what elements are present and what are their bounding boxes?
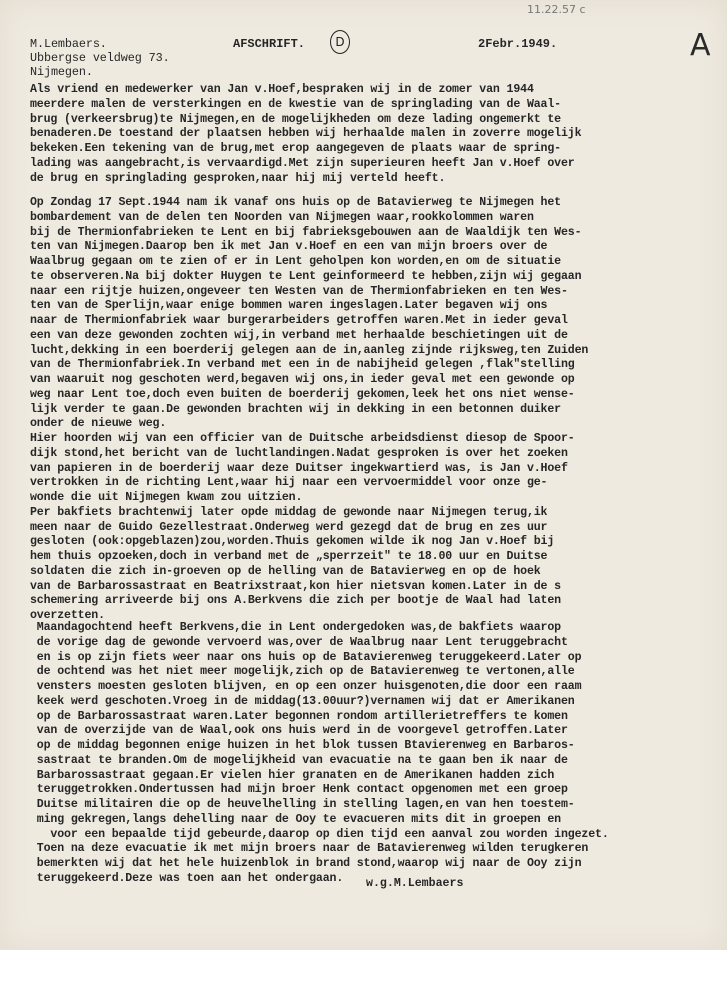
text-line: Maandagochtend heeft Berkvens,die in Lent ondergedoken was,de bakfiets waarop <box>30 621 561 634</box>
text-line: op de middag begonnen enige huizen in het blok tussen Btavierenweg en Barbaros- <box>30 739 575 752</box>
text-line: van waaruit nog geschoten werd,begaven wij ons,in ieder geval met een gewonde op <box>30 373 575 386</box>
text-line: lading was aangebracht,is vervaardigd.Met zijn superieuren heeft Jan v.Hoef over <box>30 156 575 170</box>
text-line: en is op zijn fiets weer naar ons huis op de Batavierenweg teruggekeerd.Later op <box>30 650 582 664</box>
text-line: Per bakfiets brachtenwij later opde middag de gewonde naar Nijmegen terug,ik <box>30 505 548 519</box>
text-line: vensters moesten gesloten blijven, en op een onzer huisgenoten,die door een raam <box>30 680 582 693</box>
text-line: de brug en springlading gesproken,naar hij mij verteld heeft. <box>30 171 446 185</box>
text-line: weg naar Lent toe,doch even buiten de boerderij gekomen,leek het ons niet wense- <box>30 387 575 401</box>
signature-line: w.g.M.Lembaers <box>366 877 464 890</box>
text-line: meerdere malen de versterkingen en de kwestie van de springlading van de Waal- <box>30 97 561 111</box>
text-line: benaderen.De toestand der plaatsen hebben wij herhaalde malen in zoverre mogelijk <box>30 127 582 141</box>
text-line: schemering arriveerde bij ons A.Berkvens die zich per bootje de Waal had laten <box>30 594 561 608</box>
text-line: van de Thermionfabriek.In verband met een in de nabijheid gelegen ,flak"stelling <box>30 358 575 372</box>
text-line: dijk stond,het bericht van de luchtlandingen.Nadat gesproken is over het zoeken <box>30 446 568 460</box>
document-title: AFSCHRIFT. <box>233 37 306 51</box>
text-line: lucht,dekking in een boerderij gelegen aan de in,aanleg zijnde rijksweg,ten Zuiden <box>30 343 589 357</box>
corner-letter-mark: A <box>690 28 711 63</box>
circled-letter-mark: D <box>330 30 350 54</box>
text-line: naar de Thermionfabriek waar burgerarbeiders getroffen waren.Met in ieder geval <box>30 314 568 327</box>
scan-margin <box>0 950 727 1000</box>
text-line: van papieren in de boerderij waar deze Duitser ingekwartierd was, is Jan v.Hoef <box>30 461 568 475</box>
text-line: hem thuis opzoeken,doch in verband met de „sperrzeit" te 18.00 uur en Duitse <box>30 550 548 563</box>
pencil-reference-note: 11.22.57 c <box>527 3 586 16</box>
text-line: Duitse militairen die op de heuvelhelling in stelling lagen,en van hen toestem- <box>30 798 575 811</box>
text-line: Op Zondag 17 Sept.1944 nam ik vanaf ons huis op de Batavierweg te Nijmegen het <box>30 196 561 209</box>
text-line: keek werd geschoten.Vroeg in de middag(13.00uur?)vernamen wij dat er Amerikanen <box>30 694 575 708</box>
paragraph-3 <box>30 621 720 887</box>
text-line: de vorige dag de gewonde vervoerd was,over de Waalbrug naar Lent teruggebracht <box>30 635 568 649</box>
text-line: Barbarossastraat gegaan.Er vielen hier granaten en de Amerikanen hadden zich <box>30 768 555 782</box>
text-line: wonde die uit Nijmegen kwam zou uitzien. <box>30 491 303 504</box>
text-line: brug (verkeersbrug)te Nijmegen,en de mogelijkheden om deze lading ongemerkt te <box>30 112 561 126</box>
text-line: ming gekregen,langs dehelling naar de Ooy te evacueren mits dit in groepen en <box>30 812 561 826</box>
text-line: bombardement van de delen ten Noorden van Nijmegen waar,rookkolommen waren <box>30 210 534 224</box>
paragraph-1 <box>30 83 720 186</box>
sender-name: M.Lembaers. <box>30 37 107 51</box>
text-line: meen naar de Guido Gezellestraat.Onderweg werd gezegd dat de brug en zes uur <box>30 520 548 534</box>
text-line: ten van de Sperlijn,waar enige bommen waren ingeslagen.Later begaven wij ons <box>30 299 548 313</box>
text-line: vertrokken in de richting Lent,waar hij naar een vervoermiddel voor onze ge- <box>30 476 548 490</box>
text-line: Toen na deze evacuatie ik met mijn broers naar de Batavierenweg wilden terugkeren <box>30 842 589 856</box>
text-line: Als vriend en medewerker van Jan v.Hoef,bespraken wij in de zomer van 1944 <box>30 83 534 96</box>
text-line: teruggekeerd.Deze was toen aan het ondergaan. <box>30 871 344 885</box>
text-line: lijk verder te gaan.De gewonden brachten wij in dekking in een betonnen duiker <box>30 402 561 416</box>
text-line: overzetten. <box>30 609 105 622</box>
text-line: naar een rijtje huizen,ongeveer ten Westen van de Thermionfabrieken en ten Wes- <box>30 284 568 298</box>
paragraph-2 <box>30 196 720 624</box>
text-line: van de overzijde van de Waal,ook ons huis werd in de voorgevel getroffen.Later <box>30 724 568 738</box>
text-line: bemerkten wij dat het hele huizenblok in brand stond,waarop wij naar de Ooy zijn <box>30 857 582 870</box>
document-date: 2Febr.1949. <box>478 37 558 51</box>
text-line: een van deze gewonden zochten wij,in verband met herhaalde beschietingen uit de <box>30 328 568 342</box>
sender-street: Ubbergse veldweg 73. <box>30 51 170 65</box>
text-line: teruggetrokken.Ondertussen had mijn broer Henk contact opgenomen met een groep <box>30 783 568 797</box>
text-line: bij de Thermionfabrieken te Lent en bij fabrieksgebouwen aan de Waaldijk ten Wes- <box>30 225 582 239</box>
text-line: bekeken.Een tekening van de brug,met erop aangegeven de plaats waar de spring- <box>30 142 561 155</box>
text-line: voor een bepaalde tijd gebeurde,daarop op dien tijd een aanval zou worden ingezet. <box>30 827 609 841</box>
text-line: Hier hoorden wij van een officier van de Duitsche arbeidsdienst diesop de Spoor- <box>30 432 575 445</box>
text-line: van de Barbarossastraat en Beatrixstraat,kon hier nietsvan komen.Later in de s <box>30 579 561 593</box>
text-line: gesloten (ook:opgeblazen)zou,worden.Thuis gekomen wilde ik nog Jan v.Hoef bij <box>30 535 555 549</box>
text-line: te observeren.Na bij dokter Huygen te Lent geinformeerd te hebben,zijn wij gegaan <box>30 269 582 283</box>
text-line: op de Barbarossastraat waren.Later begonnen rondom artillerietreffers te komen <box>30 709 568 723</box>
text-line: ten van Nijmegen.Daarop ben ik met Jan v.Hoef en een van mijn broers over de <box>30 240 548 254</box>
text-line: de ochtend was het niet meer mogelijk,zich op de Batavierenweg te vertonen,alle <box>30 665 575 679</box>
text-line: sastraat te branden.Om de mogelijkheid van evacuatie na te gaan ben ik naar de <box>30 753 568 767</box>
text-line: onder de nieuwe weg. <box>30 417 167 431</box>
sender-city: Nijmegen. <box>30 65 93 79</box>
text-line: soldaten die zich in-groeven op de helling van de Batavierweg en op de hoek <box>30 564 541 578</box>
text-line: Waalbrug gegaan om te zien of er in Lent geholpen kon worden,en om de situatie <box>30 255 561 268</box>
